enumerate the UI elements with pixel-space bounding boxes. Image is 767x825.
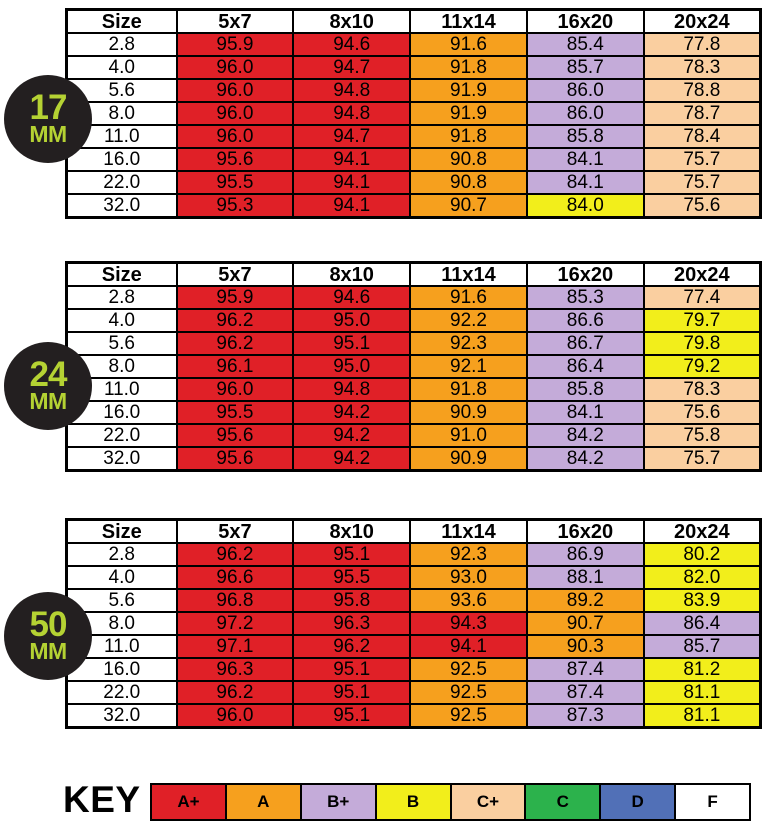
score-cell: 96.0 xyxy=(177,56,294,79)
lens-badge-unit: MM xyxy=(29,388,67,415)
score-cell: 84.2 xyxy=(527,424,644,447)
score-cell: 90.7 xyxy=(410,194,527,218)
score-cell: 85.7 xyxy=(527,56,644,79)
lens-badge-17mm xyxy=(4,75,92,163)
size-cell: 8.0 xyxy=(67,102,177,125)
score-cell: 78.8 xyxy=(644,79,761,102)
table-row xyxy=(67,658,761,681)
key-grade-swatch: C xyxy=(526,785,601,819)
key-grade-swatch: A+ xyxy=(152,785,227,819)
table-row xyxy=(67,125,761,148)
column-header: 20x24 xyxy=(644,520,761,544)
score-cell: 75.6 xyxy=(644,401,761,424)
score-cell: 79.2 xyxy=(644,355,761,378)
score-cell: 95.1 xyxy=(293,658,410,681)
score-cell: 91.6 xyxy=(410,286,527,309)
score-cell: 87.4 xyxy=(527,658,644,681)
table-row xyxy=(67,309,761,332)
score-cell: 96.0 xyxy=(177,378,294,401)
size-cell: 4.0 xyxy=(67,309,177,332)
score-cell: 96.1 xyxy=(177,355,294,378)
column-header: 16x20 xyxy=(527,520,644,544)
score-cell: 92.1 xyxy=(410,355,527,378)
table-row xyxy=(67,566,761,589)
table-row xyxy=(67,102,761,125)
score-cell: 85.4 xyxy=(527,33,644,56)
score-cell: 92.3 xyxy=(410,543,527,566)
size-cell: 22.0 xyxy=(67,681,177,704)
score-cell: 75.7 xyxy=(644,447,761,471)
lens-badge-unit: MM xyxy=(29,638,67,665)
score-cell: 86.9 xyxy=(527,543,644,566)
score-cell: 77.8 xyxy=(644,33,761,56)
column-header: 16x20 xyxy=(527,10,644,34)
key-grade-swatch: A xyxy=(227,785,302,819)
table-row xyxy=(67,612,761,635)
score-cell: 96.8 xyxy=(177,589,294,612)
score-cell: 86.4 xyxy=(527,355,644,378)
score-cell: 94.2 xyxy=(293,424,410,447)
score-cell: 97.1 xyxy=(177,635,294,658)
size-cell: 2.8 xyxy=(67,33,177,56)
score-cell: 92.5 xyxy=(410,704,527,728)
score-cell: 96.2 xyxy=(177,543,294,566)
score-cell: 96.2 xyxy=(177,309,294,332)
score-cell: 94.7 xyxy=(293,125,410,148)
table-row xyxy=(67,286,761,309)
table-row xyxy=(67,424,761,447)
size-cell: 22.0 xyxy=(67,171,177,194)
score-cell: 95.9 xyxy=(177,33,294,56)
score-cell: 97.2 xyxy=(177,612,294,635)
score-cell: 96.2 xyxy=(177,332,294,355)
score-cell: 95.1 xyxy=(293,681,410,704)
table-row xyxy=(67,33,761,56)
score-cell: 94.3 xyxy=(410,612,527,635)
score-cell: 78.3 xyxy=(644,56,761,79)
score-cell: 87.4 xyxy=(527,681,644,704)
table-row xyxy=(67,681,761,704)
size-cell: 32.0 xyxy=(67,704,177,728)
lens-table-24mm xyxy=(65,261,762,472)
column-header: Size xyxy=(67,520,177,544)
score-cell: 90.9 xyxy=(410,401,527,424)
size-cell: 2.8 xyxy=(67,543,177,566)
score-cell: 85.8 xyxy=(527,125,644,148)
key-title: KEY xyxy=(63,779,141,820)
score-cell: 94.8 xyxy=(293,79,410,102)
key-grade-swatch: C+ xyxy=(452,785,527,819)
score-cell: 84.1 xyxy=(527,171,644,194)
table-row xyxy=(67,704,761,728)
column-header: 5x7 xyxy=(177,263,294,287)
key-grade-swatch: D xyxy=(601,785,676,819)
score-cell: 94.1 xyxy=(410,635,527,658)
score-cell: 95.3 xyxy=(177,194,294,218)
score-cell: 78.7 xyxy=(644,102,761,125)
score-cell: 83.9 xyxy=(644,589,761,612)
column-header: 8x10 xyxy=(293,10,410,34)
score-cell: 77.4 xyxy=(644,286,761,309)
score-cell: 94.7 xyxy=(293,56,410,79)
score-cell: 79.7 xyxy=(644,309,761,332)
score-cell: 94.8 xyxy=(293,102,410,125)
table-row xyxy=(67,56,761,79)
score-cell: 95.0 xyxy=(293,355,410,378)
score-cell: 75.6 xyxy=(644,194,761,218)
score-cell: 90.8 xyxy=(410,148,527,171)
lens-badge-unit: MM xyxy=(29,121,67,148)
score-cell: 91.9 xyxy=(410,79,527,102)
lens-badge-24mm xyxy=(4,342,92,430)
size-cell: 16.0 xyxy=(67,401,177,424)
key-grade-swatch: B xyxy=(377,785,452,819)
score-cell: 86.0 xyxy=(527,79,644,102)
score-cell: 84.1 xyxy=(527,148,644,171)
grade-key-legend xyxy=(150,783,751,821)
lens-table-17mm xyxy=(65,8,762,219)
score-cell: 92.2 xyxy=(410,309,527,332)
score-cell: 91.9 xyxy=(410,102,527,125)
size-cell: 11.0 xyxy=(67,378,177,401)
size-cell: 32.0 xyxy=(67,447,177,471)
score-cell: 96.0 xyxy=(177,79,294,102)
column-header: 5x7 xyxy=(177,520,294,544)
table-row xyxy=(67,401,761,424)
score-cell: 96.0 xyxy=(177,102,294,125)
key-grade-swatch: B+ xyxy=(302,785,377,819)
score-cell: 75.7 xyxy=(644,171,761,194)
score-cell: 86.6 xyxy=(527,309,644,332)
lens-badge-number: 17 xyxy=(29,87,67,127)
score-cell: 85.7 xyxy=(644,635,761,658)
score-cell: 95.6 xyxy=(177,447,294,471)
score-cell: 84.2 xyxy=(527,447,644,471)
column-header: 5x7 xyxy=(177,10,294,34)
score-cell: 86.0 xyxy=(527,102,644,125)
column-header: 11x14 xyxy=(410,520,527,544)
column-header: 11x14 xyxy=(410,263,527,287)
header-row xyxy=(67,10,761,34)
lens-table-50mm xyxy=(65,518,762,729)
score-cell: 92.5 xyxy=(410,681,527,704)
score-cell: 94.2 xyxy=(293,401,410,424)
column-header: 8x10 xyxy=(293,520,410,544)
column-header: Size xyxy=(67,263,177,287)
score-cell: 96.2 xyxy=(177,681,294,704)
score-cell: 95.6 xyxy=(177,148,294,171)
score-cell: 91.8 xyxy=(410,378,527,401)
score-cell: 75.8 xyxy=(644,424,761,447)
score-cell: 78.4 xyxy=(644,125,761,148)
key-grade-swatch: F xyxy=(676,785,749,819)
score-cell: 87.3 xyxy=(527,704,644,728)
size-cell: 32.0 xyxy=(67,194,177,218)
column-header: Size xyxy=(67,10,177,34)
score-cell: 78.3 xyxy=(644,378,761,401)
lens-badge-number: 50 xyxy=(29,604,67,644)
table-row xyxy=(67,79,761,102)
size-cell: 22.0 xyxy=(67,424,177,447)
score-cell: 96.3 xyxy=(293,612,410,635)
size-cell: 16.0 xyxy=(67,148,177,171)
score-cell: 85.8 xyxy=(527,378,644,401)
score-cell: 94.1 xyxy=(293,194,410,218)
score-cell: 96.6 xyxy=(177,566,294,589)
score-cell: 84.1 xyxy=(527,401,644,424)
score-cell: 90.7 xyxy=(527,612,644,635)
score-cell: 96.0 xyxy=(177,125,294,148)
score-cell: 92.3 xyxy=(410,332,527,355)
score-cell: 81.2 xyxy=(644,658,761,681)
score-cell: 81.1 xyxy=(644,704,761,728)
score-cell: 90.8 xyxy=(410,171,527,194)
score-cell: 81.1 xyxy=(644,681,761,704)
header-row xyxy=(67,520,761,544)
score-cell: 94.1 xyxy=(293,148,410,171)
table-row xyxy=(67,148,761,171)
score-cell: 92.5 xyxy=(410,658,527,681)
score-cell: 96.2 xyxy=(293,635,410,658)
size-cell: 11.0 xyxy=(67,125,177,148)
table-row xyxy=(67,447,761,471)
score-cell: 93.6 xyxy=(410,589,527,612)
score-cell: 96.3 xyxy=(177,658,294,681)
lens-badge-50mm xyxy=(4,592,92,680)
size-cell: 5.6 xyxy=(67,589,177,612)
score-cell: 79.8 xyxy=(644,332,761,355)
table-row xyxy=(67,355,761,378)
score-cell: 91.0 xyxy=(410,424,527,447)
score-cell: 93.0 xyxy=(410,566,527,589)
size-cell: 4.0 xyxy=(67,56,177,79)
score-cell: 85.3 xyxy=(527,286,644,309)
score-cell: 95.5 xyxy=(293,566,410,589)
table-row xyxy=(67,635,761,658)
size-cell: 8.0 xyxy=(67,355,177,378)
score-cell: 80.2 xyxy=(644,543,761,566)
size-cell: 4.0 xyxy=(67,566,177,589)
size-cell: 2.8 xyxy=(67,286,177,309)
size-cell: 5.6 xyxy=(67,79,177,102)
score-cell: 94.2 xyxy=(293,447,410,471)
table-row xyxy=(67,589,761,612)
score-cell: 75.7 xyxy=(644,148,761,171)
score-cell: 89.2 xyxy=(527,589,644,612)
column-header: 16x20 xyxy=(527,263,644,287)
score-cell: 95.5 xyxy=(177,171,294,194)
score-cell: 95.0 xyxy=(293,309,410,332)
score-cell: 91.8 xyxy=(410,56,527,79)
table-row xyxy=(67,332,761,355)
size-cell: 11.0 xyxy=(67,635,177,658)
score-cell: 94.6 xyxy=(293,33,410,56)
lens-badge-number: 24 xyxy=(29,354,67,394)
score-cell: 95.8 xyxy=(293,589,410,612)
score-cell: 95.9 xyxy=(177,286,294,309)
score-cell: 95.1 xyxy=(293,332,410,355)
table-row xyxy=(67,194,761,218)
column-header: 20x24 xyxy=(644,263,761,287)
score-cell: 82.0 xyxy=(644,566,761,589)
column-header: 20x24 xyxy=(644,10,761,34)
score-cell: 95.1 xyxy=(293,543,410,566)
score-cell: 94.1 xyxy=(293,171,410,194)
score-cell: 90.9 xyxy=(410,447,527,471)
score-cell: 86.4 xyxy=(644,612,761,635)
score-cell: 91.6 xyxy=(410,33,527,56)
score-cell: 94.6 xyxy=(293,286,410,309)
table-row xyxy=(67,543,761,566)
header-row xyxy=(67,263,761,287)
score-cell: 96.0 xyxy=(177,704,294,728)
score-cell: 95.1 xyxy=(293,704,410,728)
size-cell: 5.6 xyxy=(67,332,177,355)
score-cell: 95.5 xyxy=(177,401,294,424)
score-cell: 91.8 xyxy=(410,125,527,148)
score-cell: 88.1 xyxy=(527,566,644,589)
score-cell: 94.8 xyxy=(293,378,410,401)
score-cell: 84.0 xyxy=(527,194,644,218)
size-cell: 16.0 xyxy=(67,658,177,681)
score-cell: 86.7 xyxy=(527,332,644,355)
column-header: 11x14 xyxy=(410,10,527,34)
table-row xyxy=(67,378,761,401)
score-cell: 95.6 xyxy=(177,424,294,447)
column-header: 8x10 xyxy=(293,263,410,287)
score-cell: 90.3 xyxy=(527,635,644,658)
table-row xyxy=(67,171,761,194)
size-cell: 8.0 xyxy=(67,612,177,635)
